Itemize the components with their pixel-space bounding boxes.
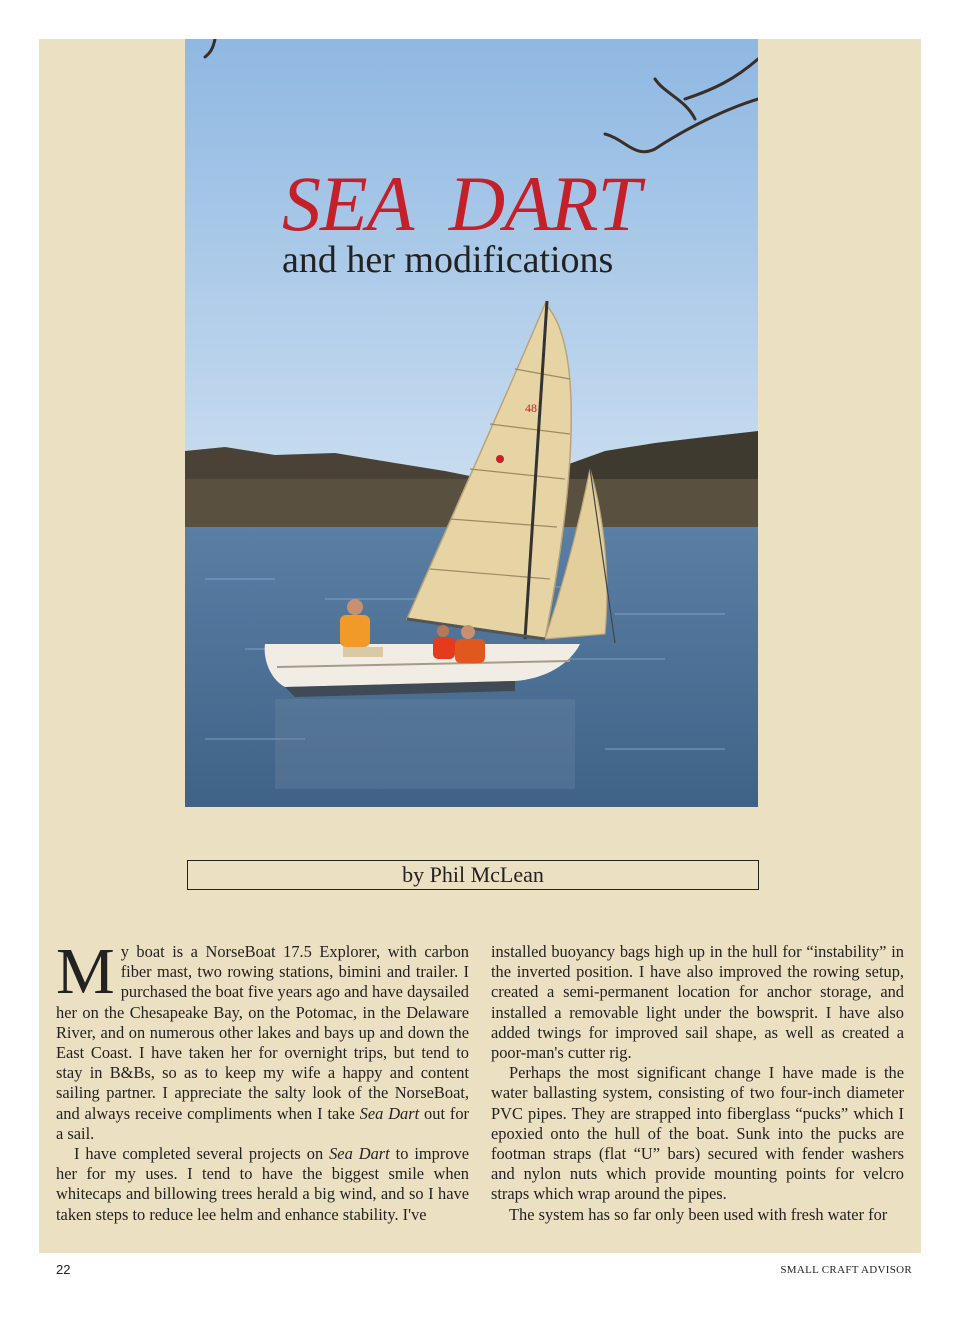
drop-cap: M [56,935,115,1008]
paragraph: Perhaps the most significant change I have made is the water ballasting system, consisting of two four-inch diameter PVC pipes. They are strapped into fiberglass “pucks” which I epoxied onto the hull of the boat. Sunk into the pucks are footman straps (flat “U” bars) secured with fender washers and nylon nuts which provide mounting points for velcro straps which wrap around the pipes. [491,1063,904,1204]
article-title: SEA DART [282,160,640,247]
paragraph: My boat is a NorseBoat 17.5 Explorer, with carbon fiber mast, two rowing stations, bimini and trailer. I purchased the boat five years ago and have daysailed her on the Chesapeake Bay, on the Potomac, in the Delaware River, and on numerous other lakes and bays up and down the East Coast. I have taken her for overnight trips, but tend to stay in B&Bs, so as to keep my wife a happy and content sailing partner. I appreciate the salty look of the NorseBoat, and always receive compliments when I take Sea Dart out for a sail. [56,935,470,1143]
page-number: 22 [56,1262,71,1277]
sail-number: 48 [525,401,537,415]
sailboat-photo [185,39,758,807]
body-column-left [56,935,470,1225]
paragraph: The system has so far only been used with fresh water for [509,1204,888,1224]
byline: by Phil McLean [187,860,759,890]
magazine-name: SMALL CRAFT ADVISOR [780,1264,912,1276]
body-column-right [491,942,904,1225]
paragraph: installed buoyancy bags high up in the hull for “instability” in the inverted position. I have also improved the rowing setup, created a semi-permanent location for anchor storage, and installed a removable light under the bowsprit. I have also added twings for improved sail shape, as well as created a poor-man's cutter rig. [491,942,904,1063]
paragraph: I have completed several projects on Sea Dart to improve her for my uses. I tend to have the biggest smile when whitecaps and billowing trees herald a big wind, and so I have taken steps to reduce lee helm and enhance stability. I've [56,1144,469,1224]
article-subtitle: and her modifications [282,239,614,281]
